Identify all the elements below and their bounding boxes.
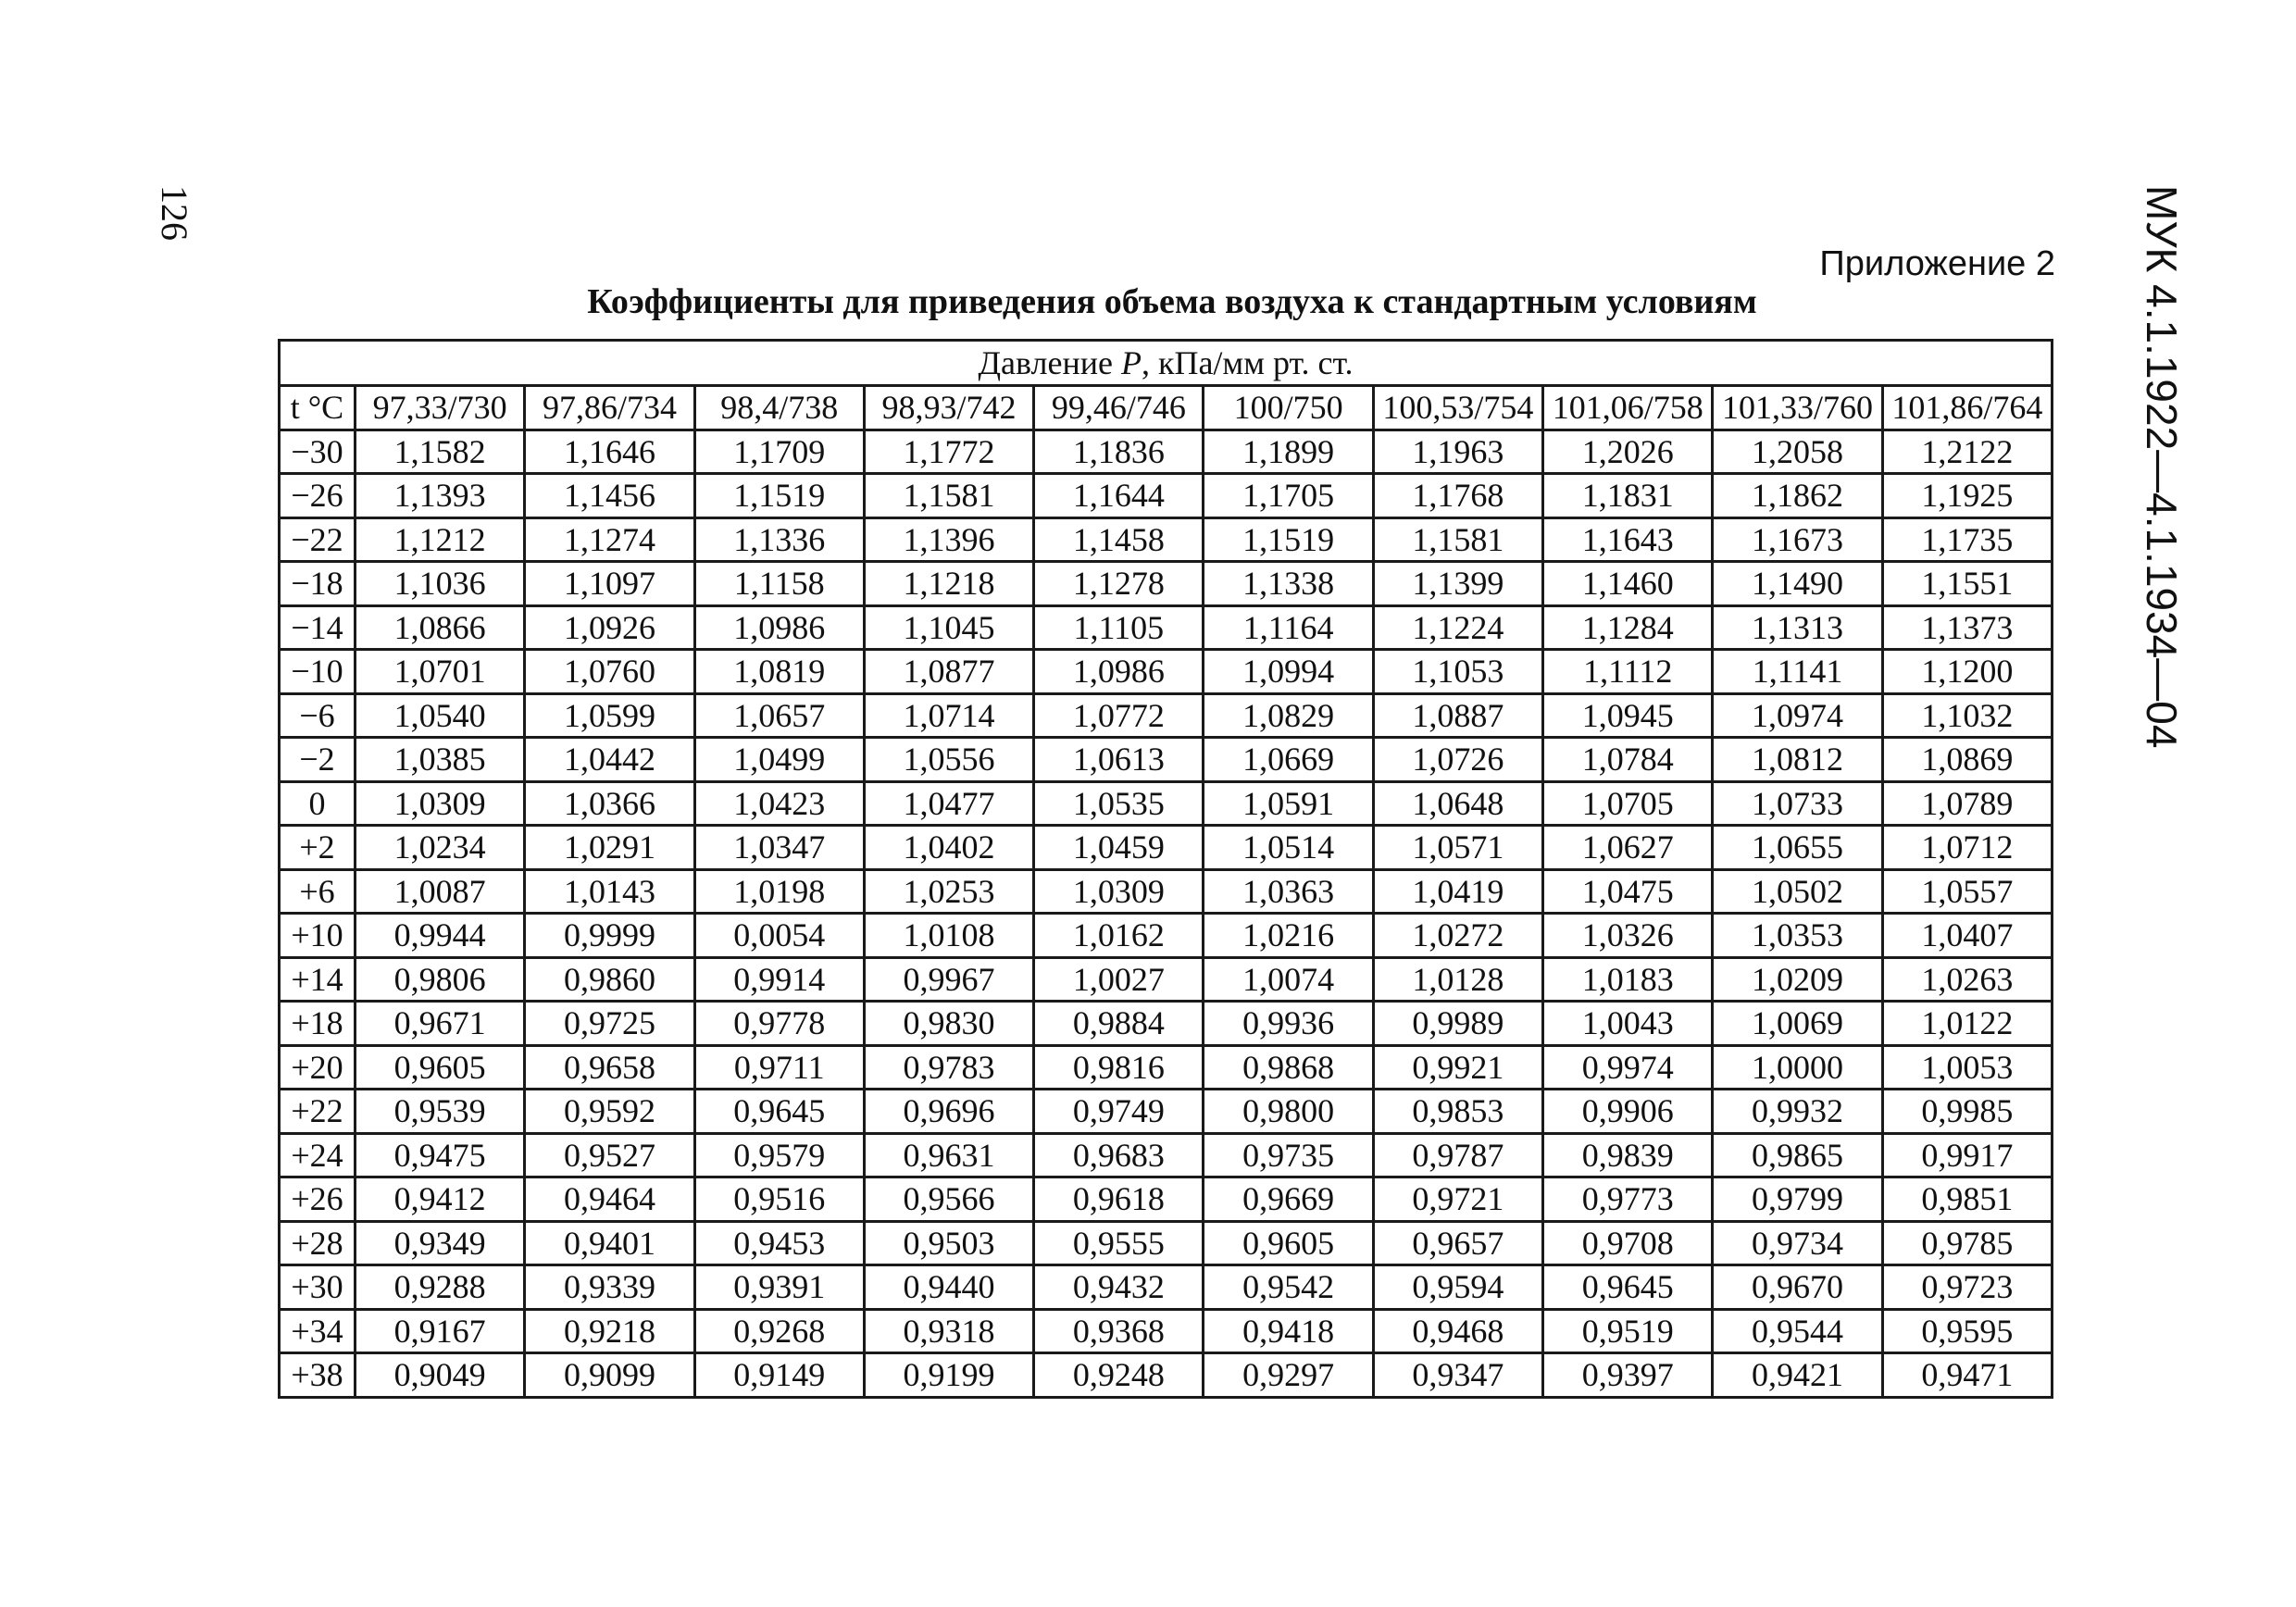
coefficient-cell: 1,1460 <box>1543 562 1713 606</box>
coefficient-cell: 0,9914 <box>694 957 864 1002</box>
temperature-cell: +34 <box>280 1309 356 1353</box>
coefficient-cell: 1,1458 <box>1034 517 1204 562</box>
coefficient-cell: 1,0043 <box>1543 1002 1713 1046</box>
coefficient-cell: 1,1925 <box>1882 474 2052 518</box>
coefficient-cell: 1,0402 <box>864 826 1033 870</box>
coefficient-cell: 1,1519 <box>1204 517 1373 562</box>
table-row <box>280 1133 2053 1177</box>
coefficient-cell: 0,9711 <box>694 1045 864 1090</box>
coefficient-cell: 0,9391 <box>694 1265 864 1310</box>
coefficient-cell: 1,1709 <box>694 430 864 474</box>
coefficient-cell: 0,9347 <box>1373 1353 1542 1398</box>
coefficient-cell: 1,0407 <box>1882 914 2052 958</box>
coefficient-cell: 0,9516 <box>694 1177 864 1222</box>
table-row <box>280 914 2053 958</box>
coefficient-cell: 0,9288 <box>356 1265 525 1310</box>
pressure-caption <box>280 341 2053 386</box>
coefficient-cell: 1,0122 <box>1882 1002 2052 1046</box>
coefficient-cell: 0,9723 <box>1882 1265 2052 1310</box>
coefficient-cell: 1,0353 <box>1713 914 1882 958</box>
coefficient-cell: 1,1105 <box>1034 605 1204 650</box>
coefficient-cell: 0,9645 <box>694 1090 864 1134</box>
coefficient-cell: 1,1396 <box>864 517 1033 562</box>
coefficient-cell: 1,0926 <box>525 605 694 650</box>
coefficient-cell: 1,0291 <box>525 826 694 870</box>
coefficient-cell: 1,1862 <box>1713 474 1882 518</box>
coefficient-cell: 0,9368 <box>1034 1309 1204 1353</box>
pressure-column-header: 100/750 <box>1204 386 1373 430</box>
coefficient-cell: 1,0974 <box>1713 693 1882 738</box>
coefficient-cell: 1,0087 <box>356 869 525 914</box>
coefficient-cell: 1,1581 <box>864 474 1033 518</box>
coefficient-cell: 0,9566 <box>864 1177 1033 1222</box>
coefficient-cell: 1,0442 <box>525 738 694 782</box>
coefficient-cell: 0,9049 <box>356 1353 525 1398</box>
coefficient-cell: 0,9851 <box>1882 1177 2052 1222</box>
table-row <box>280 1002 2053 1046</box>
coefficient-cell: 0,9468 <box>1373 1309 1542 1353</box>
coefficient-cell: 0,9645 <box>1543 1265 1713 1310</box>
coefficient-cell: 1,0945 <box>1543 693 1713 738</box>
coefficient-cell: 1,0772 <box>1034 693 1204 738</box>
coefficient-cell: 0,9527 <box>525 1133 694 1177</box>
table-row <box>280 517 2053 562</box>
coefficient-cell: 1,1490 <box>1713 562 1882 606</box>
coefficient-cell: 0,9816 <box>1034 1045 1204 1090</box>
coefficient-cell: 0,9773 <box>1543 1177 1713 1222</box>
coefficient-cell: 0,9735 <box>1204 1133 1373 1177</box>
coefficient-cell: 1,1097 <box>525 562 694 606</box>
coefficient-cell: 1,0143 <box>525 869 694 914</box>
coefficient-cell: 1,0198 <box>694 869 864 914</box>
coefficient-cell: 1,1218 <box>864 562 1033 606</box>
coefficient-cell: 0,9936 <box>1204 1002 1373 1046</box>
temperature-cell: +18 <box>280 1002 356 1046</box>
coefficient-cell: 1,0499 <box>694 738 864 782</box>
coefficient-cell: 1,0655 <box>1713 826 1882 870</box>
coefficient-cell: 1,0053 <box>1882 1045 2052 1090</box>
temperature-cell: +14 <box>280 957 356 1002</box>
coefficient-cell: 0,9268 <box>694 1309 864 1353</box>
table-row <box>280 430 2053 474</box>
table-row <box>280 650 2053 694</box>
coefficient-cell: 1,0309 <box>356 781 525 826</box>
coefficient-cell: 0,9605 <box>1204 1221 1373 1265</box>
coefficient-cell: 1,1200 <box>1882 650 2052 694</box>
appendix-label: Приложение 2 <box>1819 244 2055 283</box>
coefficient-cell: 0,9865 <box>1713 1133 1882 1177</box>
table-row <box>280 957 2053 1002</box>
coefficient-cell: 1,0477 <box>864 781 1033 826</box>
coefficient-cell: 0,9853 <box>1373 1090 1542 1134</box>
coefficient-cell: 1,0074 <box>1204 957 1373 1002</box>
coefficient-cell: 0,9989 <box>1373 1002 1542 1046</box>
coefficient-cell: 1,1673 <box>1713 517 1882 562</box>
coefficient-cell: 1,1899 <box>1204 430 1373 474</box>
coefficient-cell: 0,9999 <box>525 914 694 958</box>
coefficient-cell: 1,0627 <box>1543 826 1713 870</box>
coefficient-cell: 1,1212 <box>356 517 525 562</box>
coefficient-cell: 0,9921 <box>1373 1045 1542 1090</box>
coefficient-cell: 0,9868 <box>1204 1045 1373 1090</box>
coefficient-cell: 1,0599 <box>525 693 694 738</box>
coefficient-cell: 0,9542 <box>1204 1265 1373 1310</box>
coefficient-cell: 1,0866 <box>356 605 525 650</box>
coefficient-cell: 0,9708 <box>1543 1221 1713 1265</box>
coefficient-cell: 1,0475 <box>1543 869 1713 914</box>
coefficient-cell: 1,0591 <box>1204 781 1373 826</box>
coefficient-cell: 1,0733 <box>1713 781 1882 826</box>
coefficient-cell: 0,9605 <box>356 1045 525 1090</box>
table-row <box>280 1221 2053 1265</box>
coefficient-cell: 1,0829 <box>1204 693 1373 738</box>
coefficient-cell: 1,0216 <box>1204 914 1373 958</box>
coefficient-cell: 1,0347 <box>694 826 864 870</box>
coefficient-cell: 0,9800 <box>1204 1090 1373 1134</box>
coefficient-cell: 1,0812 <box>1713 738 1882 782</box>
coefficient-cell: 1,1836 <box>1034 430 1204 474</box>
table-row <box>280 1309 2053 1353</box>
coefficient-cell: 1,0363 <box>1204 869 1373 914</box>
coefficient-cell: 0,9749 <box>1034 1090 1204 1134</box>
coefficient-cell: 0,9884 <box>1034 1002 1204 1046</box>
coefficient-cell: 1,0714 <box>864 693 1033 738</box>
coefficient-cell: 0,9658 <box>525 1045 694 1090</box>
pressure-column-header: 101,33/760 <box>1713 386 1882 430</box>
coefficient-cell: 0,0054 <box>694 914 864 958</box>
coefficient-cell: 0,9397 <box>1543 1353 1713 1398</box>
temperature-cell: +10 <box>280 914 356 958</box>
coefficient-cell: 1,0128 <box>1373 957 1542 1002</box>
coefficient-cell: 1,0309 <box>1034 869 1204 914</box>
coefficient-cell: 0,9519 <box>1543 1309 1713 1353</box>
coefficient-cell: 0,9503 <box>864 1221 1033 1265</box>
coefficient-cell: 1,0557 <box>1882 869 2052 914</box>
coefficient-cell: 1,1373 <box>1882 605 2052 650</box>
pressure-column-header: 101,06/758 <box>1543 386 1713 430</box>
coefficient-cell: 1,0234 <box>356 826 525 870</box>
temperature-cell: +2 <box>280 826 356 870</box>
temperature-header: t °С <box>280 386 356 430</box>
coefficient-cell: 1,0253 <box>864 869 1033 914</box>
coefficient-cell: 0,9618 <box>1034 1177 1204 1222</box>
temperature-cell: −22 <box>280 517 356 562</box>
coefficient-cell: 1,0385 <box>356 738 525 782</box>
coefficient-cell: 1,0027 <box>1034 957 1204 1002</box>
coefficient-cell: 1,0712 <box>1882 826 2052 870</box>
pressure-caption-unit: , кПа/мм рт. ст. <box>1141 344 1354 381</box>
coefficient-cell: 0,9657 <box>1373 1221 1542 1265</box>
coefficient-cell: 0,9199 <box>864 1353 1033 1398</box>
coefficient-cell: 1,0669 <box>1204 738 1373 782</box>
coefficient-cell: 1,1456 <box>525 474 694 518</box>
coefficient-cell: 0,9421 <box>1713 1353 1882 1398</box>
coefficient-cell: 1,2026 <box>1543 430 1713 474</box>
coefficient-cell: 1,1053 <box>1373 650 1542 694</box>
coefficient-cell: 1,1274 <box>525 517 694 562</box>
temperature-cell: +26 <box>280 1177 356 1222</box>
coefficient-cell: 1,0986 <box>694 605 864 650</box>
coefficient-cell: 0,9339 <box>525 1265 694 1310</box>
coefficient-cell: 1,2122 <box>1882 430 2052 474</box>
coefficient-cell: 1,1831 <box>1543 474 1713 518</box>
coefficient-cell: 1,0183 <box>1543 957 1713 1002</box>
coefficient-cell: 0,9787 <box>1373 1133 1542 1177</box>
coefficient-cell: 1,1582 <box>356 430 525 474</box>
coefficient-cell: 0,9099 <box>525 1353 694 1398</box>
coefficient-cell: 1,1336 <box>694 517 864 562</box>
temperature-cell: −30 <box>280 430 356 474</box>
pressure-column-header: 100,53/754 <box>1373 386 1542 430</box>
coefficient-cell: 0,9839 <box>1543 1133 1713 1177</box>
page-number: 126 <box>154 185 195 241</box>
temperature-cell: +6 <box>280 869 356 914</box>
coefficient-cell: 0,9917 <box>1882 1133 2052 1177</box>
coefficient-cell: 1,1393 <box>356 474 525 518</box>
coefficient-cell: 1,1705 <box>1204 474 1373 518</box>
coefficient-cell: 0,9799 <box>1713 1177 1882 1222</box>
coefficient-cell: 0,9412 <box>356 1177 525 1222</box>
temperature-cell: −10 <box>280 650 356 694</box>
pressure-column-header: 97,86/734 <box>525 386 694 430</box>
document-code: МУК 4.1.1922—4.1.1934—04 <box>2138 185 2186 749</box>
temperature-cell: +20 <box>280 1045 356 1090</box>
coefficient-cell: 1,0069 <box>1713 1002 1882 1046</box>
coefficient-cell: 1,0784 <box>1543 738 1713 782</box>
temperature-cell: −18 <box>280 562 356 606</box>
coefficient-cell: 1,0502 <box>1713 869 1882 914</box>
coefficient-cell: 0,9721 <box>1373 1177 1542 1222</box>
table-row <box>280 605 2053 650</box>
coefficient-cell: 0,9418 <box>1204 1309 1373 1353</box>
temperature-cell: −6 <box>280 693 356 738</box>
temperature-cell: −2 <box>280 738 356 782</box>
temperature-cell: +38 <box>280 1353 356 1398</box>
coefficient-cell: 1,2058 <box>1713 430 1882 474</box>
pressure-caption-prefix: Давление <box>978 344 1121 381</box>
pressure-column-header: 98,4/738 <box>694 386 864 430</box>
coefficient-cell: 1,0514 <box>1204 826 1373 870</box>
coefficient-cell: 0,9783 <box>864 1045 1033 1090</box>
coefficient-cell: 0,9432 <box>1034 1265 1204 1310</box>
table-row <box>280 1353 2053 1398</box>
coefficient-cell: 1,0556 <box>864 738 1033 782</box>
coefficient-cell: 1,1036 <box>356 562 525 606</box>
coefficient-cell: 1,0648 <box>1373 781 1542 826</box>
coefficient-cell: 0,9683 <box>1034 1133 1204 1177</box>
coefficient-cell: 1,1224 <box>1373 605 1542 650</box>
table-row <box>280 693 2053 738</box>
coefficient-cell: 0,9944 <box>356 914 525 958</box>
coefficient-cell: 1,1045 <box>864 605 1033 650</box>
coefficient-cell: 0,9725 <box>525 1002 694 1046</box>
table-title: Коэффициенты для приведения объема воздуха к стандартным условиям <box>587 282 1757 321</box>
coefficient-cell: 0,9475 <box>356 1133 525 1177</box>
coefficient-cell: 1,0877 <box>864 650 1033 694</box>
table-row <box>280 738 2053 782</box>
coefficient-cell: 0,9860 <box>525 957 694 1002</box>
coefficient-cell: 1,0657 <box>694 693 864 738</box>
coefficient-cell: 1,0540 <box>356 693 525 738</box>
table-row <box>280 474 2053 518</box>
pressure-column-header: 99,46/746 <box>1034 386 1204 430</box>
pressure-header-row <box>280 341 2053 386</box>
coefficient-cell: 1,0535 <box>1034 781 1204 826</box>
coefficient-cell: 1,0789 <box>1882 781 2052 826</box>
coefficient-cell: 1,0459 <box>1034 826 1204 870</box>
temperature-cell: −26 <box>280 474 356 518</box>
coefficient-cell: 0,9318 <box>864 1309 1033 1353</box>
coefficient-cell: 1,0613 <box>1034 738 1204 782</box>
table-body <box>280 430 2053 1397</box>
pressure-column-header: 97,33/730 <box>356 386 525 430</box>
coefficient-cell: 1,1032 <box>1882 693 2052 738</box>
table-row <box>280 1090 2053 1134</box>
temperature-cell: +30 <box>280 1265 356 1310</box>
column-header-row <box>280 386 2053 430</box>
table-row <box>280 1265 2053 1310</box>
coefficient-cell: 0,9696 <box>864 1090 1033 1134</box>
coefficient-cell: 0,9974 <box>1543 1045 1713 1090</box>
coefficient-cell: 1,0162 <box>1034 914 1204 958</box>
table-row <box>280 1177 2053 1222</box>
coefficient-cell: 0,9167 <box>356 1309 525 1353</box>
coefficient-cell: 1,0263 <box>1882 957 2052 1002</box>
coefficient-cell: 1,0108 <box>864 914 1033 958</box>
coefficient-cell: 1,1643 <box>1543 517 1713 562</box>
coefficient-cell: 1,1112 <box>1543 650 1713 694</box>
table-row <box>280 1045 2053 1090</box>
coefficient-cell: 0,9401 <box>525 1221 694 1265</box>
temperature-cell: 0 <box>280 781 356 826</box>
coefficient-cell: 1,1772 <box>864 430 1033 474</box>
coefficient-cell: 0,9297 <box>1204 1353 1373 1398</box>
coefficient-cell: 0,9671 <box>356 1002 525 1046</box>
coefficient-cell: 0,9453 <box>694 1221 864 1265</box>
coefficient-cell: 1,1399 <box>1373 562 1542 606</box>
coefficient-cell: 1,0869 <box>1882 738 2052 782</box>
coefficient-cell: 0,9631 <box>864 1133 1033 1177</box>
coefficient-cell: 1,1646 <box>525 430 694 474</box>
coefficient-cell: 0,9785 <box>1882 1221 2052 1265</box>
pressure-caption-variable: P <box>1120 344 1142 381</box>
coefficient-cell: 0,9555 <box>1034 1221 1204 1265</box>
coefficient-cell: 1,0701 <box>356 650 525 694</box>
coefficient-cell: 1,0419 <box>1373 869 1542 914</box>
coefficient-cell: 0,9670 <box>1713 1265 1882 1310</box>
coefficients-table <box>278 339 2053 1399</box>
coefficient-cell: 1,0209 <box>1713 957 1882 1002</box>
coefficient-cell: 1,1158 <box>694 562 864 606</box>
table-row <box>280 562 2053 606</box>
coefficient-cell: 0,9778 <box>694 1002 864 1046</box>
coefficient-cell: 1,0726 <box>1373 738 1542 782</box>
temperature-cell: +22 <box>280 1090 356 1134</box>
coefficient-cell: 1,0326 <box>1543 914 1713 958</box>
coefficient-cell: 0,9592 <box>525 1090 694 1134</box>
table-row <box>280 826 2053 870</box>
coefficient-cell: 1,1519 <box>694 474 864 518</box>
coefficient-cell: 1,0819 <box>694 650 864 694</box>
coefficient-cell: 0,9471 <box>1882 1353 2052 1398</box>
coefficient-cell: 1,1278 <box>1034 562 1204 606</box>
coefficient-cell: 0,9248 <box>1034 1353 1204 1398</box>
temperature-cell: +24 <box>280 1133 356 1177</box>
coefficient-cell: 0,9218 <box>525 1309 694 1353</box>
pressure-column-header: 101,86/764 <box>1882 386 2052 430</box>
coefficient-cell: 1,1644 <box>1034 474 1204 518</box>
coefficient-cell: 1,0760 <box>525 650 694 694</box>
coefficient-cell: 1,0423 <box>694 781 864 826</box>
coefficient-cell: 0,9985 <box>1882 1090 2052 1134</box>
coefficient-cell: 0,9806 <box>356 957 525 1002</box>
coefficient-cell: 1,0366 <box>525 781 694 826</box>
coefficient-cell: 0,9669 <box>1204 1177 1373 1222</box>
coefficient-cell: 0,9967 <box>864 957 1033 1002</box>
coefficient-cell: 0,9830 <box>864 1002 1033 1046</box>
coefficient-cell: 1,0887 <box>1373 693 1542 738</box>
coefficient-cell: 1,1768 <box>1373 474 1542 518</box>
coefficient-cell: 0,9579 <box>694 1133 864 1177</box>
coefficient-cell: 1,1735 <box>1882 517 2052 562</box>
coefficient-cell: 0,9349 <box>356 1221 525 1265</box>
table-row <box>280 869 2053 914</box>
coefficient-cell: 1,1551 <box>1882 562 2052 606</box>
pressure-column-header: 98,93/742 <box>864 386 1033 430</box>
coefficient-cell: 1,1581 <box>1373 517 1542 562</box>
coefficient-cell: 1,0571 <box>1373 826 1542 870</box>
coefficient-cell: 1,1284 <box>1543 605 1713 650</box>
temperature-cell: −14 <box>280 605 356 650</box>
coefficient-cell: 1,0986 <box>1034 650 1204 694</box>
coefficient-cell: 0,9734 <box>1713 1221 1882 1265</box>
coefficient-cell: 0,9932 <box>1713 1090 1882 1134</box>
coefficient-cell: 0,9595 <box>1882 1309 2052 1353</box>
coefficient-cell: 0,9440 <box>864 1265 1033 1310</box>
coefficient-cell: 0,9149 <box>694 1353 864 1398</box>
coefficient-cell: 0,9464 <box>525 1177 694 1222</box>
coefficient-cell: 1,1164 <box>1204 605 1373 650</box>
temperature-cell: +28 <box>280 1221 356 1265</box>
coefficient-cell: 0,9539 <box>356 1090 525 1134</box>
coefficient-cell: 1,1313 <box>1713 605 1882 650</box>
coefficient-cell: 1,1141 <box>1713 650 1882 694</box>
coefficient-cell: 0,9906 <box>1543 1090 1713 1134</box>
coefficient-cell: 1,0994 <box>1204 650 1373 694</box>
coefficient-cell: 1,0705 <box>1543 781 1713 826</box>
coefficient-cell: 1,1963 <box>1373 430 1542 474</box>
coefficient-cell: 1,0272 <box>1373 914 1542 958</box>
coefficient-cell: 1,1338 <box>1204 562 1373 606</box>
coefficient-cell: 0,9544 <box>1713 1309 1882 1353</box>
table-row <box>280 781 2053 826</box>
coefficient-cell: 1,0000 <box>1713 1045 1882 1090</box>
coefficient-cell: 0,9594 <box>1373 1265 1542 1310</box>
